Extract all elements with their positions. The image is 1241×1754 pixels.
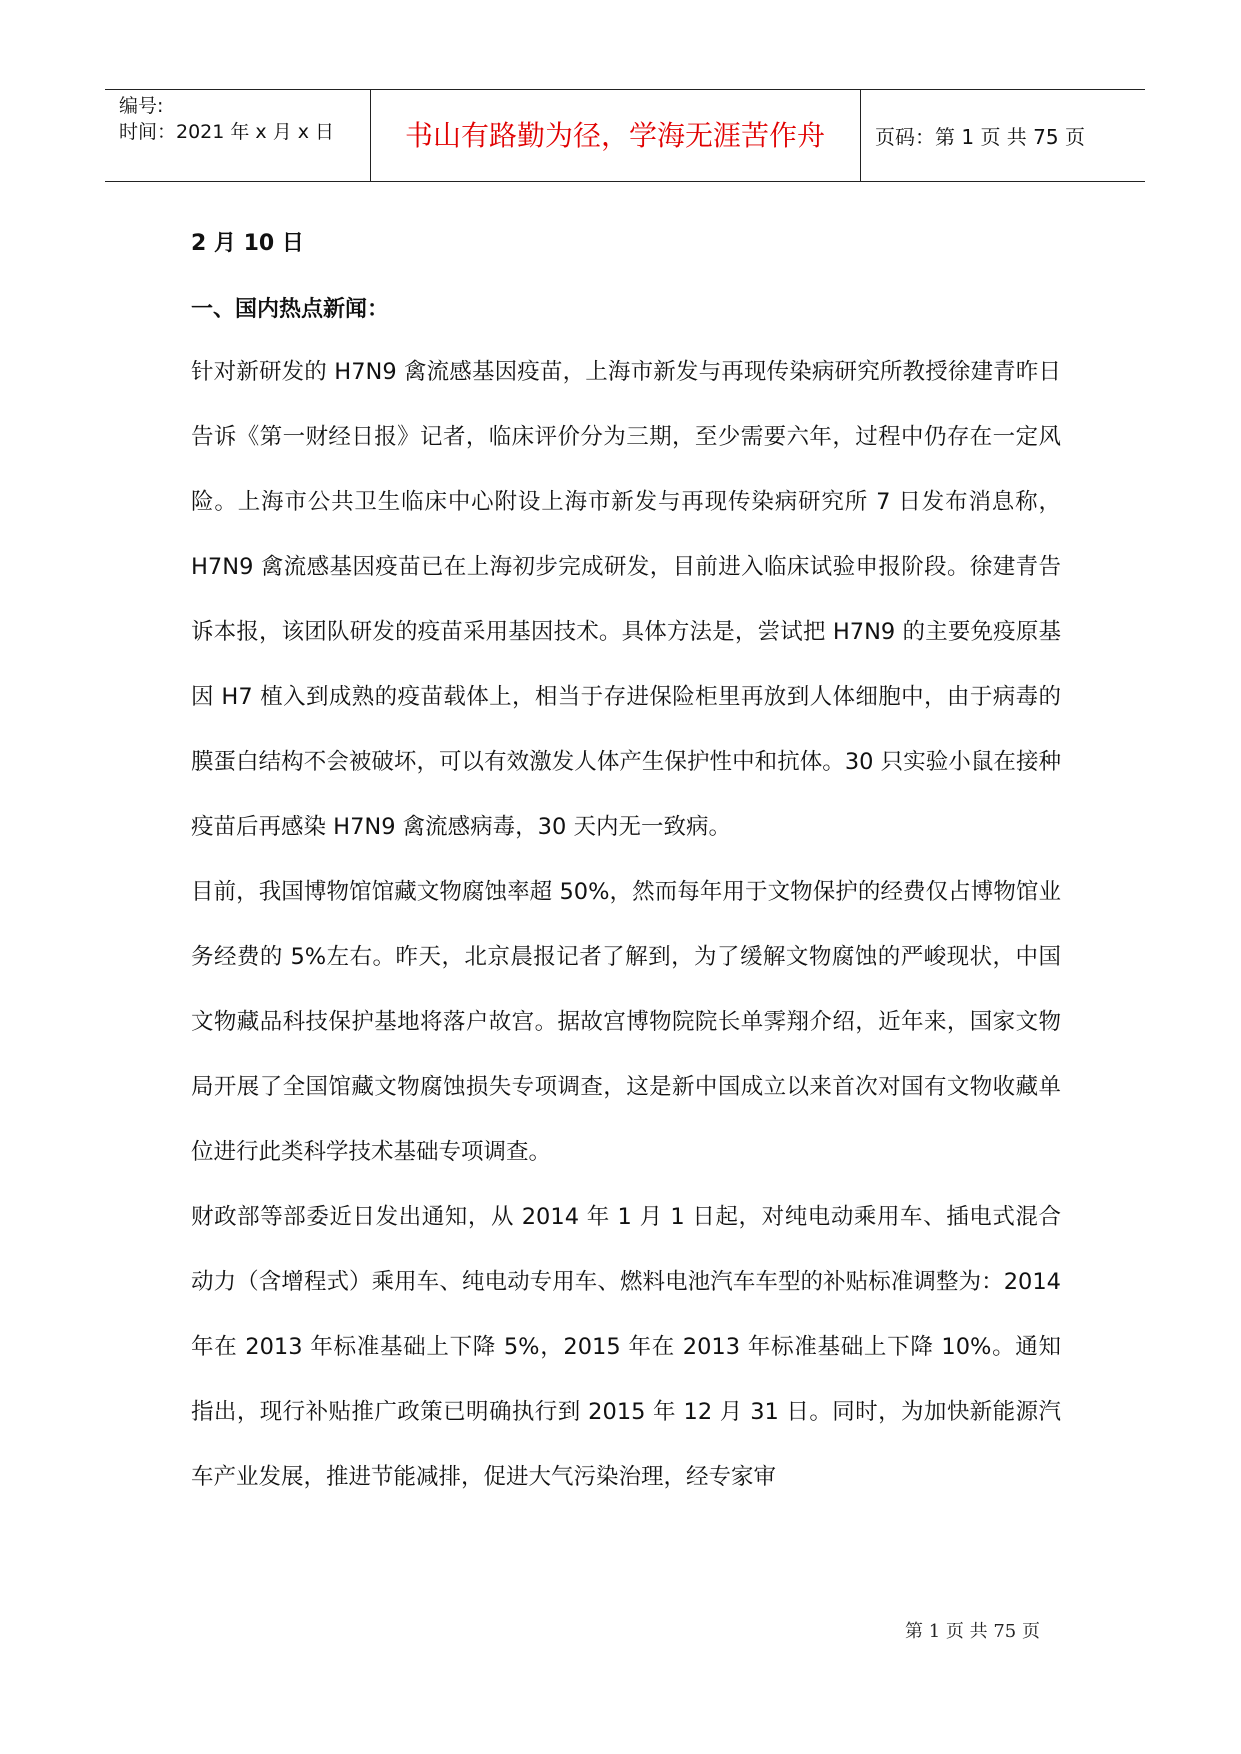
news-paragraph: 财政部等部委近日发出通知，从 2014 年 1 月 1 日起，对纯电动乘用车、插电式混合动力（含增程式）乘用车、纯电动专用车、燃料电池汽车车型的补贴标准调整为：2014 年在 2013 年标准基础上下降 5%，2015 年在 2013 年标准基础上下降 10%。通知指出，现行补贴推广政策已明确执行到 2015 年 12 月 31 日。同时，为加快新能源汽车产业发展，推进节能减排，促进大气污染治理，经专家审 bbox=[191, 1204, 1061, 1490]
news-paragraph: 针对新研发的 H7N9 禽流感基因疫苗，上海市新发与再现传染病研究所教授徐建青昨日告诉《第一财经日报》记者，临床评价分为三期，至少需要六年，过程中仍存在一定风险。上海市公共卫生临床中心附设上海市新发与再现传染病研究所 7 日发布消息称，H7N9 禽流感基因疫苗已在上海初步完成研发，目前进入临床试验申报阶段。徐建青告诉本报，该团队研发的疫苗采用基因技术。具体方法是，尝试把 H7N9 的主要免疫原基因 H7 植入到成熟的疫苗载体上，相当于存进保险柜里再放到人体细胞中，由于病毒的膜蛋白结构不会被破坏，可以有效激发人体产生保护性中和抗体。30 只实验小鼠在接种疫苗后再感染 H7N9 禽流感病毒，30 天内无一致病。 bbox=[191, 359, 1061, 840]
header-page-code: 页码：第 1 页 共 75 页 bbox=[875, 125, 1085, 149]
document-date: 2 月 10 日 bbox=[191, 231, 304, 256]
document-time-label: 时间：2021 年 x 月 x 日 bbox=[119, 121, 335, 143]
header-divider bbox=[860, 90, 861, 181]
document-number-label: 编号: bbox=[119, 95, 164, 117]
news-paragraph: 目前，我国博物馆馆藏文物腐蚀率超 50%，然而每年用于文物保护的经费仅占博物馆业务经费的 5%左右。昨天，北京晨报记者了解到，为了缓解文物腐蚀的严峻现状，中国文物藏品科技保护基地将落户故宫。据故宫博物院院长单霁翔介绍，近年来，国家文物局开展了全国馆藏文物腐蚀损失专项调查，这是新中国成立以来首次对国有文物收藏单位进行此类科学技术基础专项调查。 bbox=[191, 879, 1061, 1165]
page-footer: 第 1 页 共 75 页 bbox=[905, 1621, 1040, 1642]
header-motto: 书山有路勤为径，学海无涯苦作舟 bbox=[404, 119, 825, 152]
section-title: 一、国内热点新闻： bbox=[191, 297, 390, 322]
document-header bbox=[105, 89, 1145, 182]
document-body bbox=[191, 220, 1061, 1510]
